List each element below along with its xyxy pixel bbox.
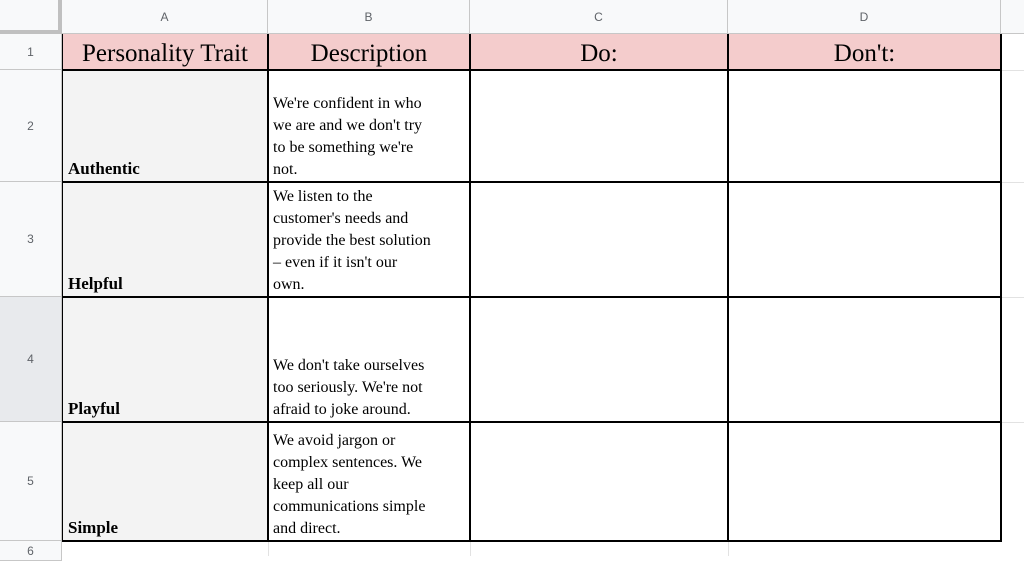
trait-cell-authentic[interactable]: Authentic <box>62 70 268 182</box>
column-header-d[interactable]: D <box>728 0 1001 34</box>
table-border <box>267 34 269 542</box>
header-cell-dont[interactable]: Don't: <box>728 34 1001 70</box>
description-cell-helpful[interactable]: We listen to the customer's needs and provide the best solution – even if it isn't our own. <box>273 188 431 293</box>
do-cell-playful[interactable] <box>470 297 728 422</box>
table-border <box>62 421 1002 423</box>
description-cell-simple[interactable]: We avoid jargon or complex sentences. We keep all our communications simple and direct. <box>273 432 426 537</box>
dont-cell-helpful[interactable] <box>728 182 1001 297</box>
row-header-5[interactable]: 5 <box>0 422 62 541</box>
row-header-4[interactable]: 4 <box>0 297 62 422</box>
header-cell-description[interactable]: Description <box>268 34 470 70</box>
row-header-2[interactable]: 2 <box>0 70 62 182</box>
do-cell-helpful[interactable] <box>470 182 728 297</box>
row-header-6[interactable]: 6 <box>0 541 62 561</box>
table-border <box>62 69 1002 71</box>
grid-line <box>268 541 269 556</box>
table-border <box>62 34 63 542</box>
grid-line <box>1001 182 1024 183</box>
table-border <box>1000 34 1002 542</box>
column-header-b[interactable]: B <box>268 0 470 34</box>
do-cell-authentic[interactable] <box>470 70 728 182</box>
dont-cell-authentic[interactable] <box>728 70 1001 182</box>
select-all-corner[interactable] <box>0 0 62 34</box>
header-cell-personality-trait[interactable]: Personality Trait <box>62 34 268 70</box>
trait-cell-playful[interactable]: Playful <box>62 297 268 422</box>
table-border <box>727 34 729 542</box>
row-header-3[interactable]: 3 <box>0 182 62 297</box>
grid-line <box>470 541 471 556</box>
table-border <box>62 540 1002 542</box>
table-border <box>469 34 471 542</box>
grid-line <box>728 541 729 556</box>
table-border <box>62 181 1002 183</box>
header-cell-do[interactable]: Do: <box>470 34 728 70</box>
do-cell-simple[interactable] <box>470 422 728 541</box>
column-header-e[interactable] <box>1001 0 1024 34</box>
description-cell-authentic[interactable]: We're confident in who we are and we don't try to be something we're not. <box>273 95 423 178</box>
dont-cell-playful[interactable] <box>728 297 1001 422</box>
grid-line <box>1001 422 1024 423</box>
trait-cell-helpful[interactable]: Helpful <box>62 182 268 297</box>
dont-cell-simple[interactable] <box>728 422 1001 541</box>
table-border <box>62 296 1002 298</box>
trait-cell-simple[interactable]: Simple <box>62 422 268 541</box>
column-header-c[interactable]: C <box>470 0 728 34</box>
row-header-1[interactable]: 1 <box>0 34 62 70</box>
grid-line <box>1001 70 1024 71</box>
column-header-a[interactable]: A <box>62 0 268 34</box>
grid-line <box>1001 297 1024 298</box>
description-cell-playful[interactable]: We don't take ourselves too seriously. We're not afraid to joke around. <box>273 357 425 418</box>
